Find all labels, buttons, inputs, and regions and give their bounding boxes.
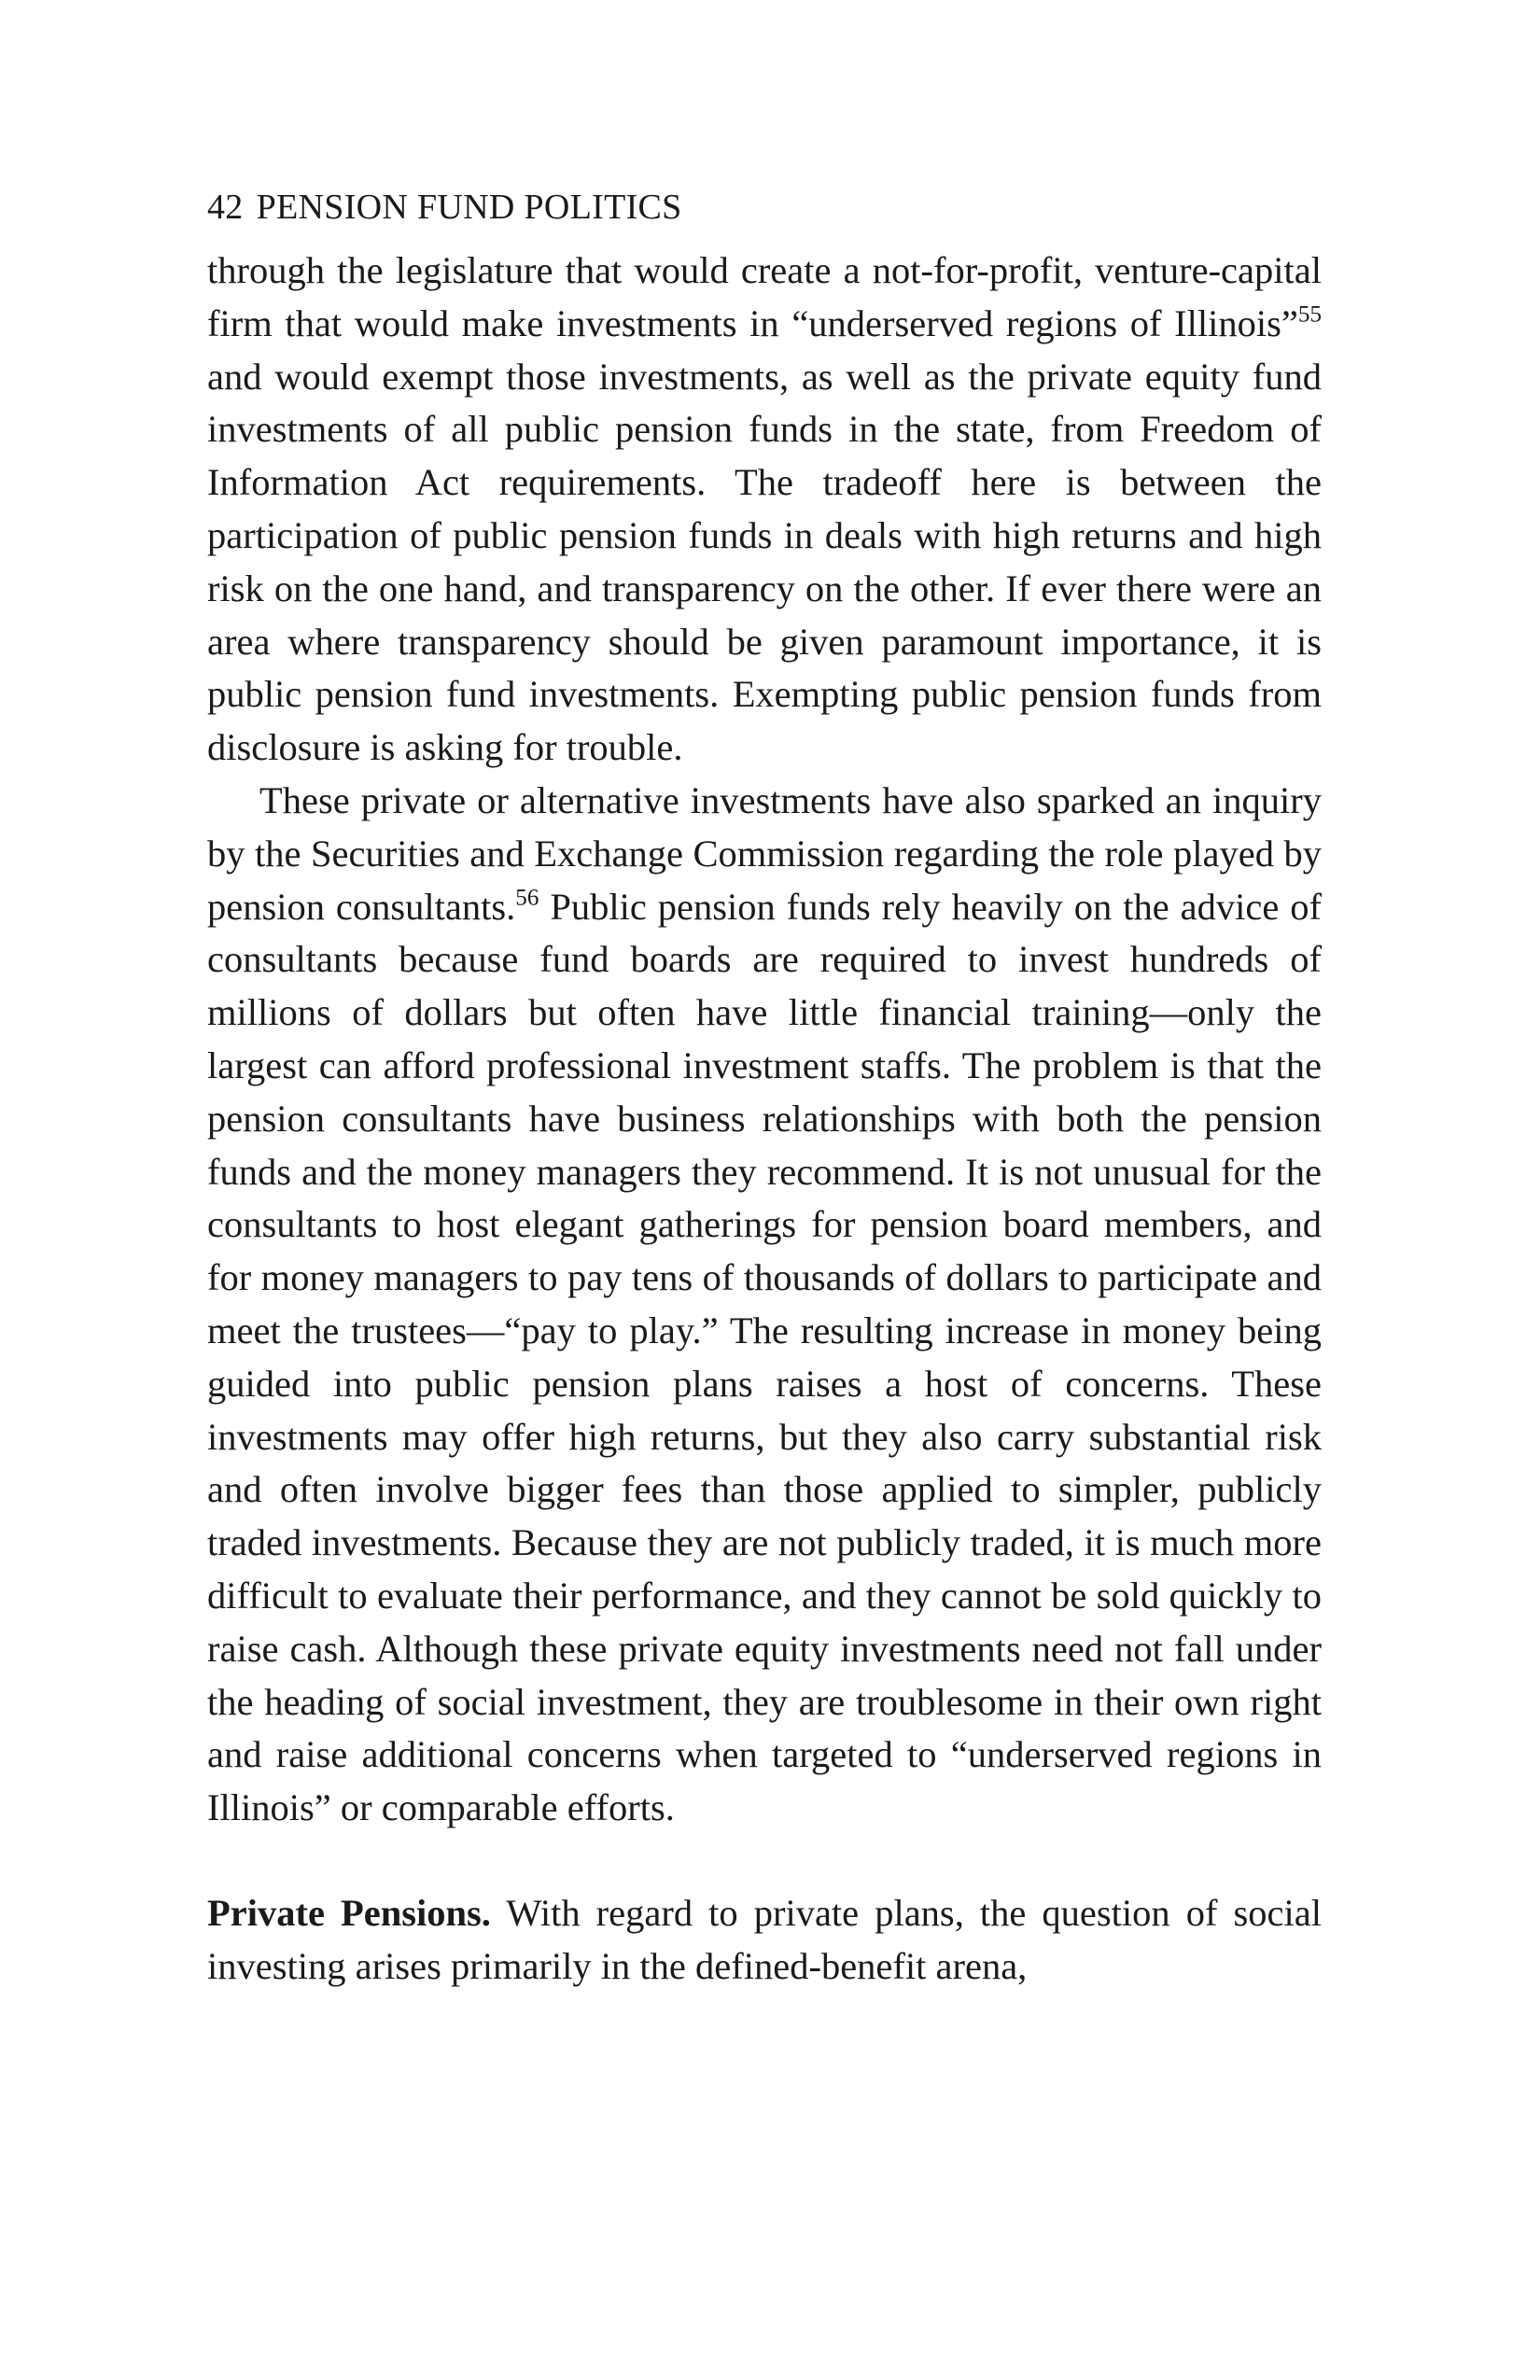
body-text (207, 245, 1322, 1994)
paragraph-3-text: With regard to private plans, the question of social investing arises primarily in the defined-benefit arena, (207, 1891, 1322, 1987)
paragraph-1 (207, 245, 1322, 775)
page-number: 42 (207, 188, 244, 227)
footnote-ref-55: 55 (1297, 301, 1322, 328)
section-heading-private-pensions: Private Pensions. (207, 1891, 491, 1934)
footnote-ref-56: 56 (515, 885, 539, 910)
running-head-title: PENSION FUND POLITICS (256, 188, 682, 227)
paragraph-3 (207, 1887, 1322, 1994)
paragraph-2-text-a: These private or alternative investments have also sparked an inquiry by the Securities and Exchange Commission regarding the role played by pension consultants. (207, 778, 1322, 928)
paragraph-1-text-a: through the legislature that would create a not-for-profit, venture-capital firm that would make investments in “underserved regions of Illinois” (207, 249, 1322, 344)
paragraph-1-text-b: and would exempt those investments, as well as the private equity fund investments of all public pension funds in the state, from Freedom of Information Act requirements. The tradeoff here is between the participation of public pension funds in deals with high returns and high risk on the one hand, and transparency on the other. If ever there were an area where transparency should be given paramount importance, it is public pension fund investments. Exempting public pension funds from disclosure is asking for trouble. (207, 355, 1322, 769)
paragraph-2 (207, 775, 1322, 1835)
running-head (207, 187, 682, 228)
paragraph-2-text-b: Public pension funds rely heavily on the advice of consultants because fund boards are required to invest hundreds of millions of dollars but often have little financial training—only the largest can afford professional investment staffs. The problem is that the pension consultants have business relationships with both the pension funds and the money managers they recommend. It is not unusual for the consultants to host elegant gatherings for pension board members, and for money managers to pay tens of thousands of dollars to participate and meet the trustees—“pay to play.” The resulting increase in money being guided into public pension plans raises a host of concerns. These investments may offer high returns, but they also carry substantial risk and often involve bigger fees than those applied to simpler, publicly traded investments. Because they are not publicly traded, it is much more difficult to evaluate their performance, and they cannot be sold quickly to raise cash. Although these private equity investments need not fall under the heading of social investment, they are troublesome in their own right and raise additional concerns when targeted to “underserved regions in Illinois” or comparable efforts. (207, 885, 1322, 1829)
